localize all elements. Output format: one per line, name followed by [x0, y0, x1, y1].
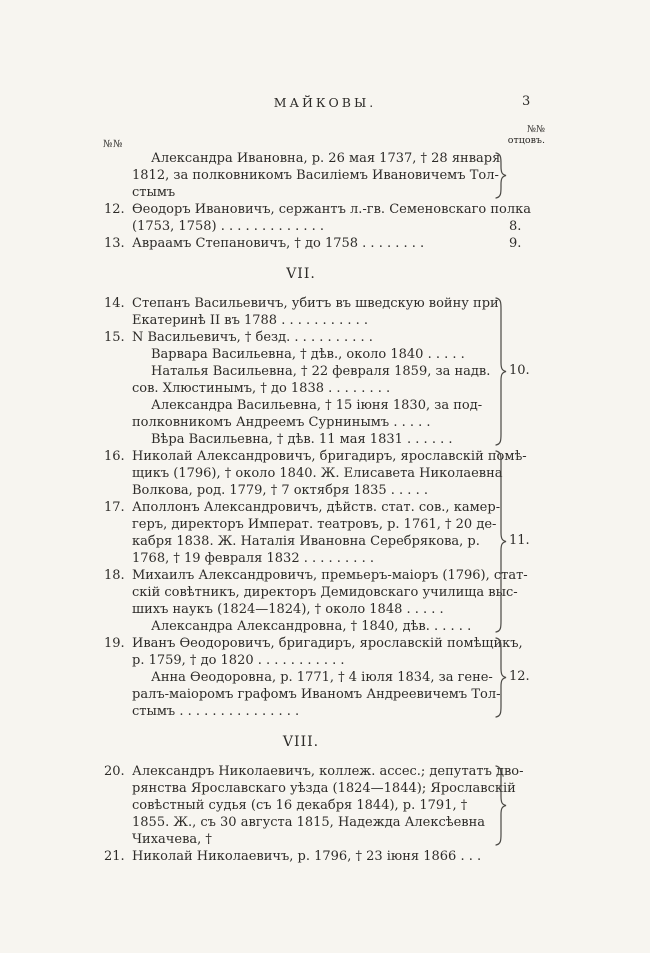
continuation-line [104, 312, 498, 329]
entry-line [104, 848, 498, 865]
entry-number: 13. [104, 236, 125, 251]
continuation-line [104, 652, 498, 669]
line-text: полковникомъ Андреемъ Сурнинымъ . . . . . [132, 415, 431, 430]
continuation-line [104, 584, 518, 601]
right-column-label-line2: отцовъ. [507, 135, 545, 146]
continuation-line [104, 346, 498, 363]
entry-line [104, 448, 527, 465]
section-heading: VIII. [282, 734, 320, 750]
line-text: щикъ (1796), † около 1840. Ж. Елисавета Николаевна [132, 466, 503, 481]
line-text: шихъ наукъ (1824—1824), † около 1848 . . . . . [132, 602, 444, 617]
father-number: 12. [509, 668, 530, 684]
continuation-line [104, 397, 498, 414]
continuation-line [104, 618, 498, 635]
line-text: кабря 1838. Ж. Наталія Ивановна Серебрякова, р. [132, 534, 480, 549]
line-text: Авраамъ Степановичъ, † до 1758 . . . . . . . . [132, 236, 425, 251]
continuation-line [104, 703, 498, 720]
right-column-label-line1: №№ [527, 124, 545, 135]
line-text: Екатеринѣ II въ 1788 . . . . . . . . . . . [132, 313, 368, 328]
continuation-line [104, 814, 498, 831]
line-text: Волкова, род. 1779, † 7 октября 1835 . . . . . [132, 483, 428, 498]
entry-number: 16. [104, 449, 125, 464]
section-heading: VII. [286, 266, 316, 282]
entry-number: 18. [104, 568, 125, 583]
entry-number: 19. [104, 636, 125, 651]
line-text: рянства Ярославскаго уѣзда (1824—1844); Ярославскій [132, 781, 516, 796]
continuation-line [104, 150, 501, 167]
line-text: скій совѣтникъ, директоръ Демидовскаго училища выс- [132, 585, 518, 600]
entry-line [104, 295, 498, 312]
entry-line [104, 499, 501, 516]
line-text: Александра Ивановна, р. 26 мая 1737, † 28 января [151, 151, 501, 166]
entry-line [104, 235, 498, 252]
line-text: геръ, директоръ Императ. театровъ, р. 1761, † 20 де- [132, 517, 497, 532]
continuation-line [104, 184, 498, 201]
line-text: ралъ-маіоромъ графомъ Иваномъ Андреевичемъ Тол- [132, 687, 501, 702]
entry-number: 20. [104, 764, 125, 779]
continuation-line [104, 550, 498, 567]
continuation-line [104, 780, 516, 797]
line-text: N Васильевичъ, † безд. . . . . . . . . . . [132, 330, 373, 345]
line-text: Вѣра Васильевна, † дѣв. 11 мая 1831 . . . . . . [151, 432, 453, 447]
line-text: стымъ . . . . . . . . . . . . . . . [132, 704, 300, 719]
continuation-line [104, 465, 503, 482]
continuation-line [104, 797, 498, 814]
line-text: (1753, 1758) . . . . . . . . . . . . . [132, 219, 325, 234]
entry-number: 17. [104, 500, 125, 515]
entry-number: 12. [104, 202, 125, 217]
entry-line [104, 763, 524, 780]
line-text: Иванъ Ѳеодоровичъ, бригадиръ, ярославскій помѣщикъ, [132, 636, 523, 651]
continuation-line [104, 167, 498, 184]
line-text: Михаилъ Александровичъ, премьеръ-маіоръ (1796), стат- [132, 568, 528, 583]
line-text: Ѳеодоръ Ивановичъ, сержантъ л.-гв. Семеновскаго полка [132, 202, 531, 217]
right-column-label [490, 124, 545, 146]
father-number: 9. [509, 236, 522, 251]
entry-line [104, 201, 531, 218]
page-number: 3 [522, 94, 531, 109]
entry-number: 15. [104, 330, 125, 345]
line-text: 1855. Ж., съ 30 августа 1815, Надежда Алексѣевна [132, 815, 486, 830]
line-text: 1768, † 19 февраля 1832 . . . . . . . . . [132, 551, 374, 566]
line-text: Николай Николаевичъ, р. 1796, † 23 іюня 1866 . . . [132, 849, 482, 864]
line-text: Чихачева, † [132, 832, 212, 847]
left-column-label: №№ [103, 139, 123, 150]
line-text: Наталья Васильевна, † 22 февраля 1859, за надв. [151, 364, 491, 379]
continuation-line [104, 686, 501, 703]
line-text: сов. Хлюстинымъ, † до 1838 . . . . . . . . [132, 381, 391, 396]
father-number: 10. [509, 362, 530, 378]
line-text: Александръ Николаевичъ, коллеж. ассес.; депутатъ дво- [132, 764, 524, 779]
father-number: 11. [509, 532, 530, 548]
entry-number: 21. [104, 849, 125, 864]
line-text: р. 1759, † до 1820 . . . . . . . . . . . [132, 653, 345, 668]
entry-line [104, 567, 528, 584]
continuation-line [104, 516, 498, 533]
line-text: Александра Васильевна, † 15 іюня 1830, за под- [151, 398, 483, 413]
line-text: Варвара Васильевна, † дѣв., около 1840 . . . . . [151, 347, 465, 362]
line-text: Александра Александровна, † 1840, дѣв. . . . . . [151, 619, 472, 634]
continuation-line [104, 431, 498, 448]
line-text: 1812, за полковникомъ Василіемъ Ивановичемъ Тол- [132, 168, 499, 183]
continuation-line [104, 363, 498, 380]
line-text: Степанъ Васильевичъ, убитъ въ шведскую войну при [132, 296, 499, 311]
line-text: совѣстный судья (съ 16 декабря 1844), р. 1791, † [132, 798, 468, 813]
continuation-line [104, 380, 498, 397]
continuation-line [104, 831, 498, 848]
entry-number: 14. [104, 296, 125, 311]
father-number: 8. [509, 219, 522, 234]
running-title: МАЙКОВЫ. [273, 95, 377, 110]
line-text: Анна Ѳеодоровна, р. 1771, † 4 іюля 1834, за гене- [151, 670, 493, 685]
line-text: Николай Александровичъ, бригадиръ, ярославскій помѣ- [132, 449, 527, 464]
continuation-line [104, 482, 498, 499]
continuation-line [104, 533, 498, 550]
continuation-line [104, 218, 498, 235]
line-text: Аполлонъ Александровичъ, дѣйств. стат. сов., камер- [132, 500, 501, 515]
entry-line [104, 329, 498, 346]
continuation-line [104, 414, 498, 431]
entry-line [104, 635, 523, 652]
line-text: стымъ [132, 185, 176, 200]
continuation-line [104, 601, 498, 618]
continuation-line [104, 669, 498, 686]
